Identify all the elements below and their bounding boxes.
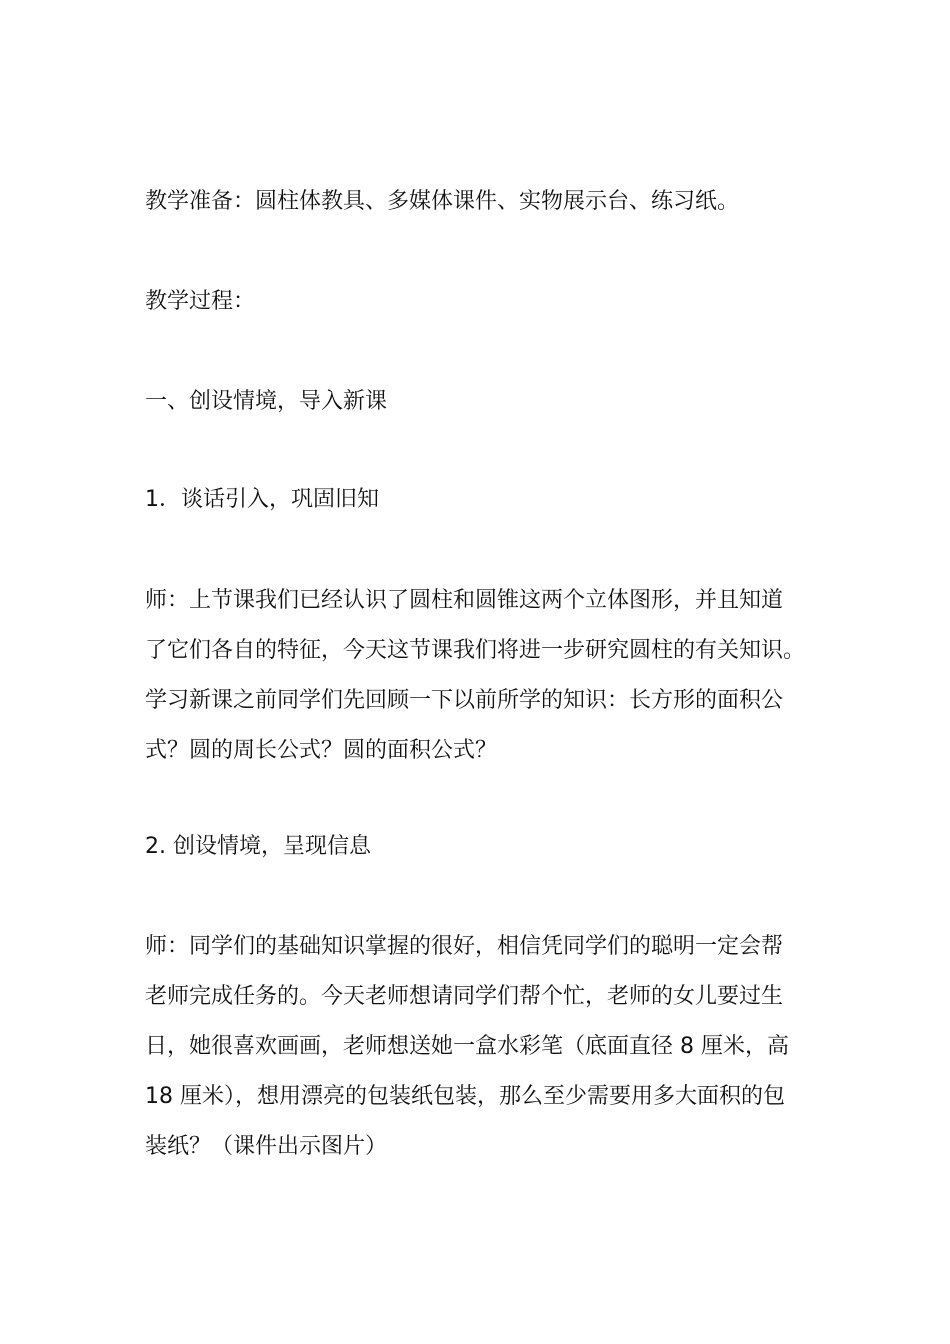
- paragraph-teaching-process: [145, 277, 815, 327]
- text-line: 老师完成任务的。今天老师想请同学们帮个忙，老师的女儿要过生: [145, 984, 784, 1009]
- text-line: 式？圆的周长公式？圆的面积公式？: [145, 738, 498, 763]
- paragraph-teacher-scenario: [145, 922, 815, 1172]
- text-line: 教学过程：: [145, 289, 256, 314]
- item-heading-2: [145, 822, 815, 872]
- text-line: 装纸？（课件出示图片）: [145, 1134, 388, 1159]
- text-line: 了它们各自的特征，今天这节课我们将进一步研究圆柱的有关知识。: [145, 638, 806, 663]
- item-heading-1: [145, 475, 815, 525]
- paragraph-teacher-intro: [145, 576, 815, 776]
- text-line: 师：同学们的基础知识掌握的很好，相信凭同学们的聪明一定会帮: [145, 934, 784, 959]
- text-line: 一、创设情境，导入新课: [145, 389, 388, 414]
- section-heading-1: [145, 377, 815, 427]
- text-line: 日，她很喜欢画画，老师想送她一盒水彩笔（底面直径 8 厘米，高: [145, 1034, 789, 1059]
- paragraph-teaching-preparation: [145, 177, 815, 227]
- text-line: 教学准备：圆柱体教具、多媒体课件、实物展示台、练习纸。: [145, 189, 740, 214]
- text-line: 18 厘米），想用漂亮的包装纸包装，那么至少需要用多大面积的包: [145, 1084, 785, 1109]
- text-line: 1．谈话引入，巩固旧知: [145, 487, 379, 512]
- text-line: 学习新课之前同学们先回顾一下以前所学的知识：长方形的面积公: [145, 688, 784, 713]
- text-line: 师：上节课我们已经认识了圆柱和圆锥这两个立体图形，并且知道: [145, 588, 784, 613]
- text-line: 2. 创设情境，呈现信息: [145, 834, 371, 859]
